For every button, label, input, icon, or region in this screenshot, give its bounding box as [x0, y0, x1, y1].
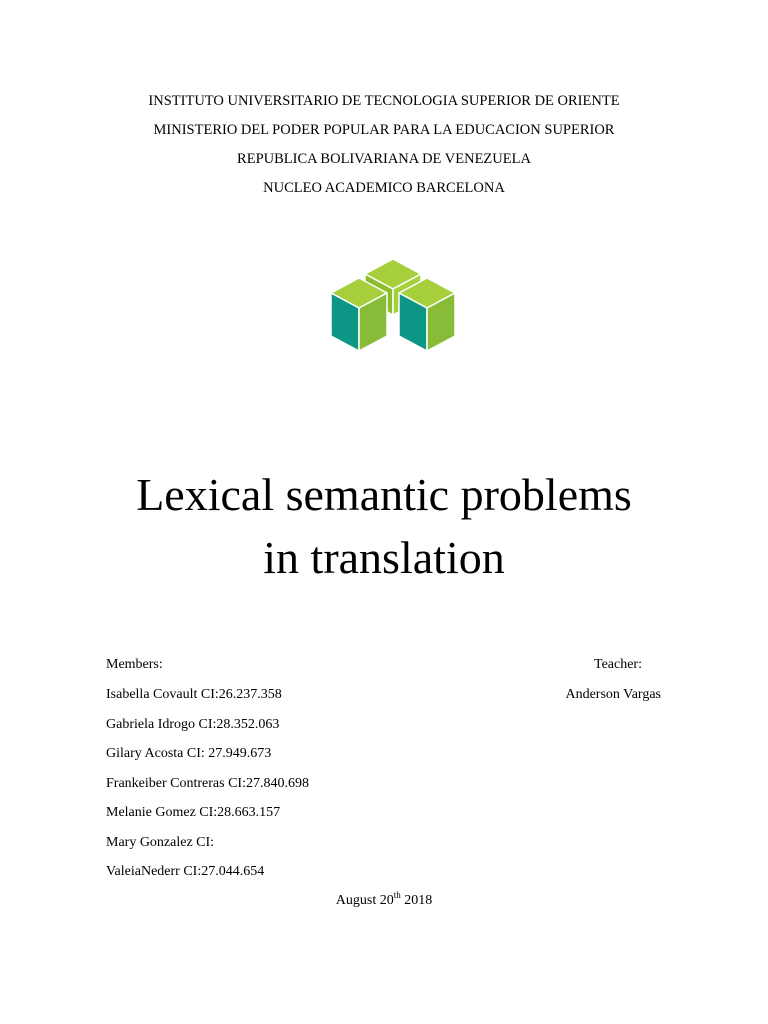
logo-cube-right [399, 278, 455, 351]
header-line-ministry: MINISTERIO DEL PODER POPULAR PARA LA EDUCACION SUPERIOR [153, 122, 615, 138]
teacher-name: Anderson Vargas [565, 687, 661, 702]
header-line-nucleus: NUCLEO ACADEMICO BARCELONA [263, 180, 505, 196]
members-label: Members: [106, 657, 163, 672]
date-ordinal-suffix: th [393, 890, 401, 900]
header-line-institute: INSTITUTO UNIVERSITARIO DE TECNOLOGIA SUPERIOR DE ORIENTE [148, 93, 620, 109]
member-item: Melanie Gomez CI:28.663.157 [106, 805, 281, 820]
logo-cube-left [331, 278, 387, 351]
header-line-republic: REPUBLICA BOLIVARIANA DE VENEZUELA [237, 151, 531, 167]
member-item: Gabriela Idrogo CI:28.352.063 [106, 717, 280, 732]
cubes-logo [326, 255, 460, 355]
date-month-day: August 20 [335, 893, 394, 908]
member-item: ValeiaNederr CI:27.044.654 [106, 864, 265, 879]
date-year: 2018 [400, 893, 433, 908]
title-line-1: Lexical semantic problems [136, 469, 632, 520]
member-item: Frankeiber Contreras CI:27.840.698 [106, 776, 309, 791]
member-item: Gilary Acosta CI: 27.949.673 [106, 746, 272, 761]
teacher-label: Teacher: [594, 657, 642, 672]
member-item: Mary Gonzalez CI: [106, 835, 215, 850]
document-date [0, 892, 768, 910]
title-line-2: in translation [263, 532, 505, 583]
member-item: Isabella Covault CI:26.237.358 [106, 687, 282, 702]
